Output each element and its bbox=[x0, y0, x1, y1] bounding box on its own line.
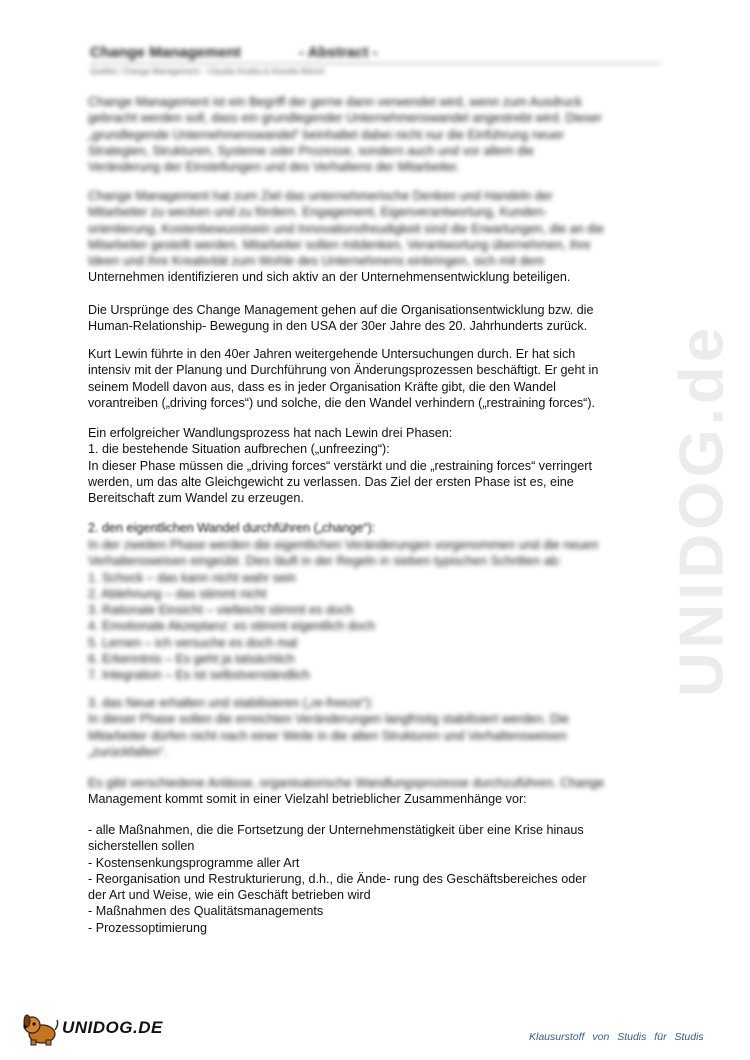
text-line: Verhaltensweisen eingeübt. Dies läuft in der Regeln in sieben typischen Schritten ab: bbox=[88, 554, 562, 569]
list-item: - Reorganisation und Restrukturierung, d.h., die Ände- rung des Geschäftsbereiches oder bbox=[88, 871, 587, 886]
text-line: „grundlegende Unternehmenswandel“ beinhaltet dabei nicht nur die Einführung neuer bbox=[88, 127, 565, 142]
text-line: Management kommt somit in einer Vielzahl betrieblicher Zusammenhänge vor: bbox=[88, 792, 527, 806]
text-line: Es gibt verschiedene Anlässe, organisatorische Wandlungsprozesse durchzuführen. Change bbox=[88, 776, 605, 790]
text-line: 2. Ablehnung – das stimmt nicht bbox=[88, 586, 267, 601]
text-line: Change Management ist ein Begriff der gerne dann verwendet wird, wenn zum Ausdruck bbox=[88, 95, 583, 109]
page-title bbox=[90, 44, 660, 64]
text-line: Strategien, Strukturen, Systeme oder Prozesse, sondern auch und vor allem die bbox=[88, 143, 534, 158]
paragraph-origins bbox=[88, 302, 663, 335]
text-line: gebracht werden soll, dass ein grundlegender Unternehmenswandel angestrebt wird. Dieser bbox=[88, 111, 602, 126]
dog-mascot-icon bbox=[20, 1012, 60, 1046]
text-line: 7. Integration – Es ist selbstverständlich bbox=[88, 668, 310, 683]
text-line: orientierung, Kostenbewusstsein und Innovationsfreudigkeit sind die Erwartungen, die an die bbox=[88, 221, 604, 236]
paragraph-lewin bbox=[88, 346, 663, 411]
text-line: Ein erfolgreicher Wandlungsprozess hat nach Lewin drei Phasen: bbox=[88, 426, 453, 440]
text-line: 1. Schock – das kann nicht wahr sein bbox=[88, 570, 296, 585]
text-line: Bereitschaft zum Wandel zu erzeugen. bbox=[88, 491, 304, 506]
watermark bbox=[667, 280, 737, 740]
title-text: Change Management bbox=[90, 44, 241, 61]
text-line: seinem Modell davon aus, dass es in jeder Organisation Kräfte gibt, die den Wandel bbox=[88, 379, 556, 394]
logo-text: UNIDOG.DE bbox=[62, 1018, 163, 1037]
blurred-paragraph-intro bbox=[88, 94, 663, 175]
text-line: Unternehmen identifizieren und sich aktiv an der Unternehmensentwicklung beteiligen. bbox=[88, 270, 571, 284]
text-line: 6. Erkenntnis – Es geht ja tatsächlich bbox=[88, 652, 295, 667]
paragraph-identify bbox=[88, 269, 663, 285]
text-line: 3. das Neue erhalten und stabilisieren („re-freeze“): bbox=[88, 696, 374, 710]
text-line: In der zweiten Phase werden die eigentlichen Veränderungen vorgenommen und die neuen bbox=[88, 538, 599, 552]
paragraph-measures-list bbox=[88, 822, 663, 936]
text-line: 5. Lernen – ich versuche es doch mal bbox=[88, 635, 298, 650]
text-line: werden, um das alte Gleichgewicht zu verlassen. Das Ziel der ersten Phase ist es, eine bbox=[88, 474, 574, 489]
list-item: - Maßnahmen des Qualitätsmanagements bbox=[88, 904, 324, 919]
blurred-paragraph-reasons bbox=[88, 775, 663, 791]
text-line: Ideen und ihre Kreativität zum Wohle des Unternehmens einbringen, sich mit dem bbox=[88, 254, 545, 269]
watermark-text: UNIDOG.de bbox=[667, 323, 737, 697]
list-item: - Prozessoptimierung bbox=[88, 920, 207, 935]
text-line: Kurt Lewin führte in den 40er Jahren weitergehende Untersuchungen durch. Er hat sich bbox=[88, 347, 576, 361]
title-abstract: - Abstract - bbox=[299, 44, 378, 61]
text-line: Mitarbeiter zu wecken und zu fördern. Engagement, Eigenverantwortung, Kunden- bbox=[88, 205, 548, 220]
blurred-paragraph-steps bbox=[88, 537, 663, 684]
text-line: Human-Relationship- Bewegung in den USA der 30er Jahre des 20. Jahrhunderts zurück. bbox=[88, 319, 588, 334]
text-line: Die Ursprünge des Change Management gehen auf die Organisationsentwicklung bzw. die bbox=[88, 303, 594, 317]
text-line: 2. den eigentlichen Wandel durchführen („change“): bbox=[88, 521, 376, 535]
blurred-paragraph-goal bbox=[88, 188, 663, 269]
list-item: - alle Maßnahmen, die die Fortsetzung der Unternehmenstätigkeit über eine Krise hinaus bbox=[88, 823, 584, 837]
source-line: Quellen: Change Management – Claudia Kostka & Annette Mönch bbox=[90, 67, 325, 76]
text-line: In dieser Phase sollen die erreichten Veränderungen langfristig stabilisiert werden. Die bbox=[88, 712, 569, 727]
list-item: sicherstellen sollen bbox=[88, 839, 195, 854]
text-line: Mitarbeiter dürfen nicht nach einer Weile in die alten Strukturen und Verhaltensweisen bbox=[88, 728, 567, 743]
text-line: vorantreiben („driving forces“) und solche, die den Wandel verhindern („restraining forces“). bbox=[88, 395, 596, 410]
text-line: „zurückfallen“. bbox=[88, 744, 168, 759]
text-line: Change Management hat zum Ziel das unternehmerische Denken und Handeln der bbox=[88, 189, 553, 203]
blurred-paragraph-refreeze bbox=[88, 695, 663, 760]
paragraph-change-heading bbox=[88, 520, 663, 536]
text-line: 4. Emotionale Akzeptanz: es stimmt eigentlich doch bbox=[88, 619, 376, 634]
text-line: 3. Rationale Einsicht – vielleicht stimmt es doch bbox=[88, 603, 354, 618]
text-line: Veränderung der Einstellungen und des Verhaltens der Mitarbeiter. bbox=[88, 160, 460, 175]
list-item: der Art und Weise, wie ein Geschäft betrieben wird bbox=[88, 888, 371, 903]
text-line: intensiv mit der Planung und Durchführung von Änderungsprozessen beschäftigt. Er geht in bbox=[88, 363, 599, 378]
footer-tagline: Klausurstoff von Studis für Studis bbox=[529, 1031, 704, 1043]
logo[interactable] bbox=[20, 1012, 163, 1046]
text-line: 1. die bestehende Situation aufbrechen („unfreezing“): bbox=[88, 442, 390, 457]
paragraph-phases bbox=[88, 425, 663, 506]
text-line: Mitarbeiter gestellt werden. Mitarbeiter sollen mitdenken, Verantwortung übernehmen, ihre bbox=[88, 237, 591, 252]
paragraph-contexts bbox=[88, 791, 663, 807]
list-item: - Kostensenkungsprogramme aller Art bbox=[88, 855, 300, 870]
text-line: In dieser Phase müssen die „driving forces“ verstärkt und die „restraining forces“ verringert bbox=[88, 458, 592, 473]
